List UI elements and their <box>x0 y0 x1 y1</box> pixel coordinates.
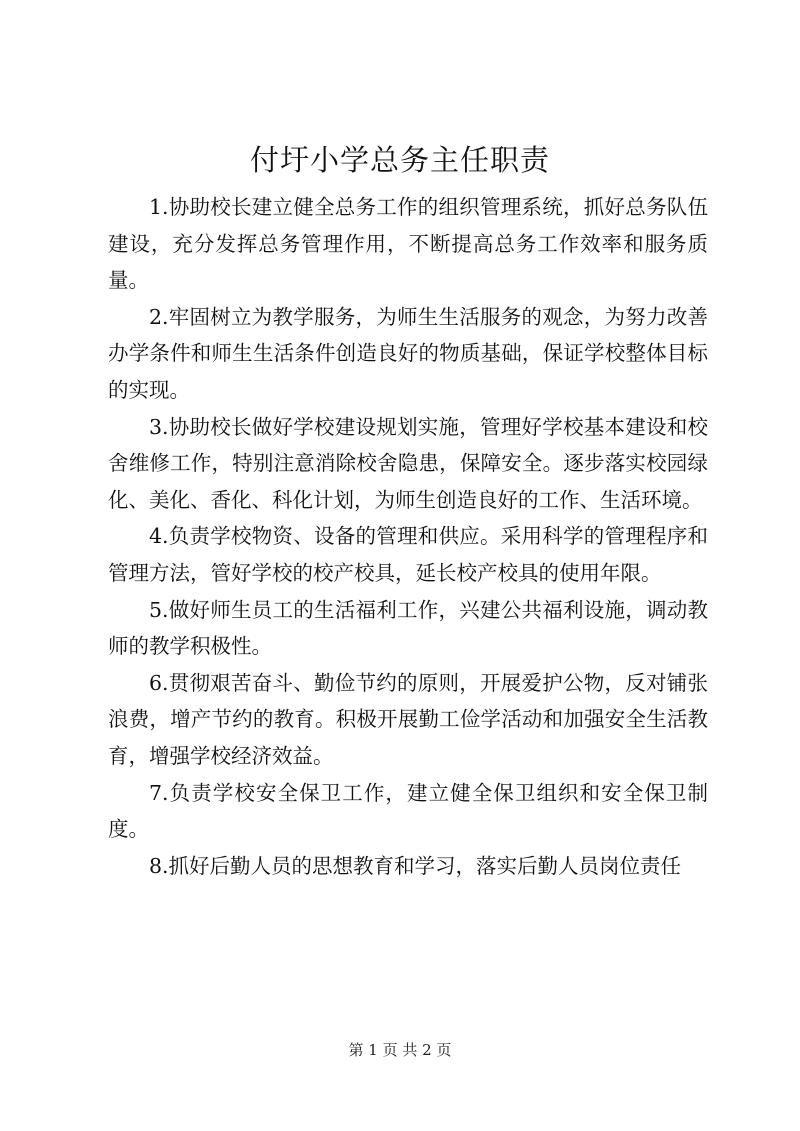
paragraph-6: 6.贯彻艰苦奋斗、勤俭节约的原则，开展爱护公物，反对铺张浪费，增产节约的教育。积极开展勤工俭学活动和加强安全生活教育，增强学校经济效益。 <box>108 670 708 768</box>
paragraph-7: 7.负责学校安全保卫工作，建立健全保卫组织和安全保卫制度。 <box>108 780 708 842</box>
document-body <box>108 189 708 884</box>
page-title: 付圩小学总务主任职责 <box>249 143 550 177</box>
page-number-footer: 第 1 页 共 2 页 <box>348 1041 452 1059</box>
paragraph-1: 1.协助校长建立健全总务工作的组织管理系统，抓好总务队伍建设，充分发挥总务管理作用，不断提高总务工作效率和服务质量。 <box>108 195 708 293</box>
paragraph-8: 8.抓好后勤人员的思想教育和学习，落实后勤人员岗位责任 <box>149 853 682 878</box>
paragraph-3: 3.协助校长做好学校建设规划实施，管理好学校基本建设和校舍维修工作，特别注意消除校舍隐患，保障安全。逐步落实校园绿化、美化、香化、科化计划，为师生创造良好的工作、生活环境。 <box>108 414 708 512</box>
paragraph-4: 4.负责学校物资、设备的管理和供应。采用科学的管理程序和管理方法，管好学校的校产校具，延长校产校具的使用年限。 <box>108 524 708 585</box>
paragraph-2: 2.牢固树立为教学服务，为师生生活服务的观念，为努力改善办学条件和师生生活条件创造良好的物质基础，保证学校整体目标的实现。 <box>108 304 708 402</box>
paragraph-5: 5.做好师生员工的生活福利工作，兴建公共福利设施，调动教师的教学积极性。 <box>108 597 708 659</box>
